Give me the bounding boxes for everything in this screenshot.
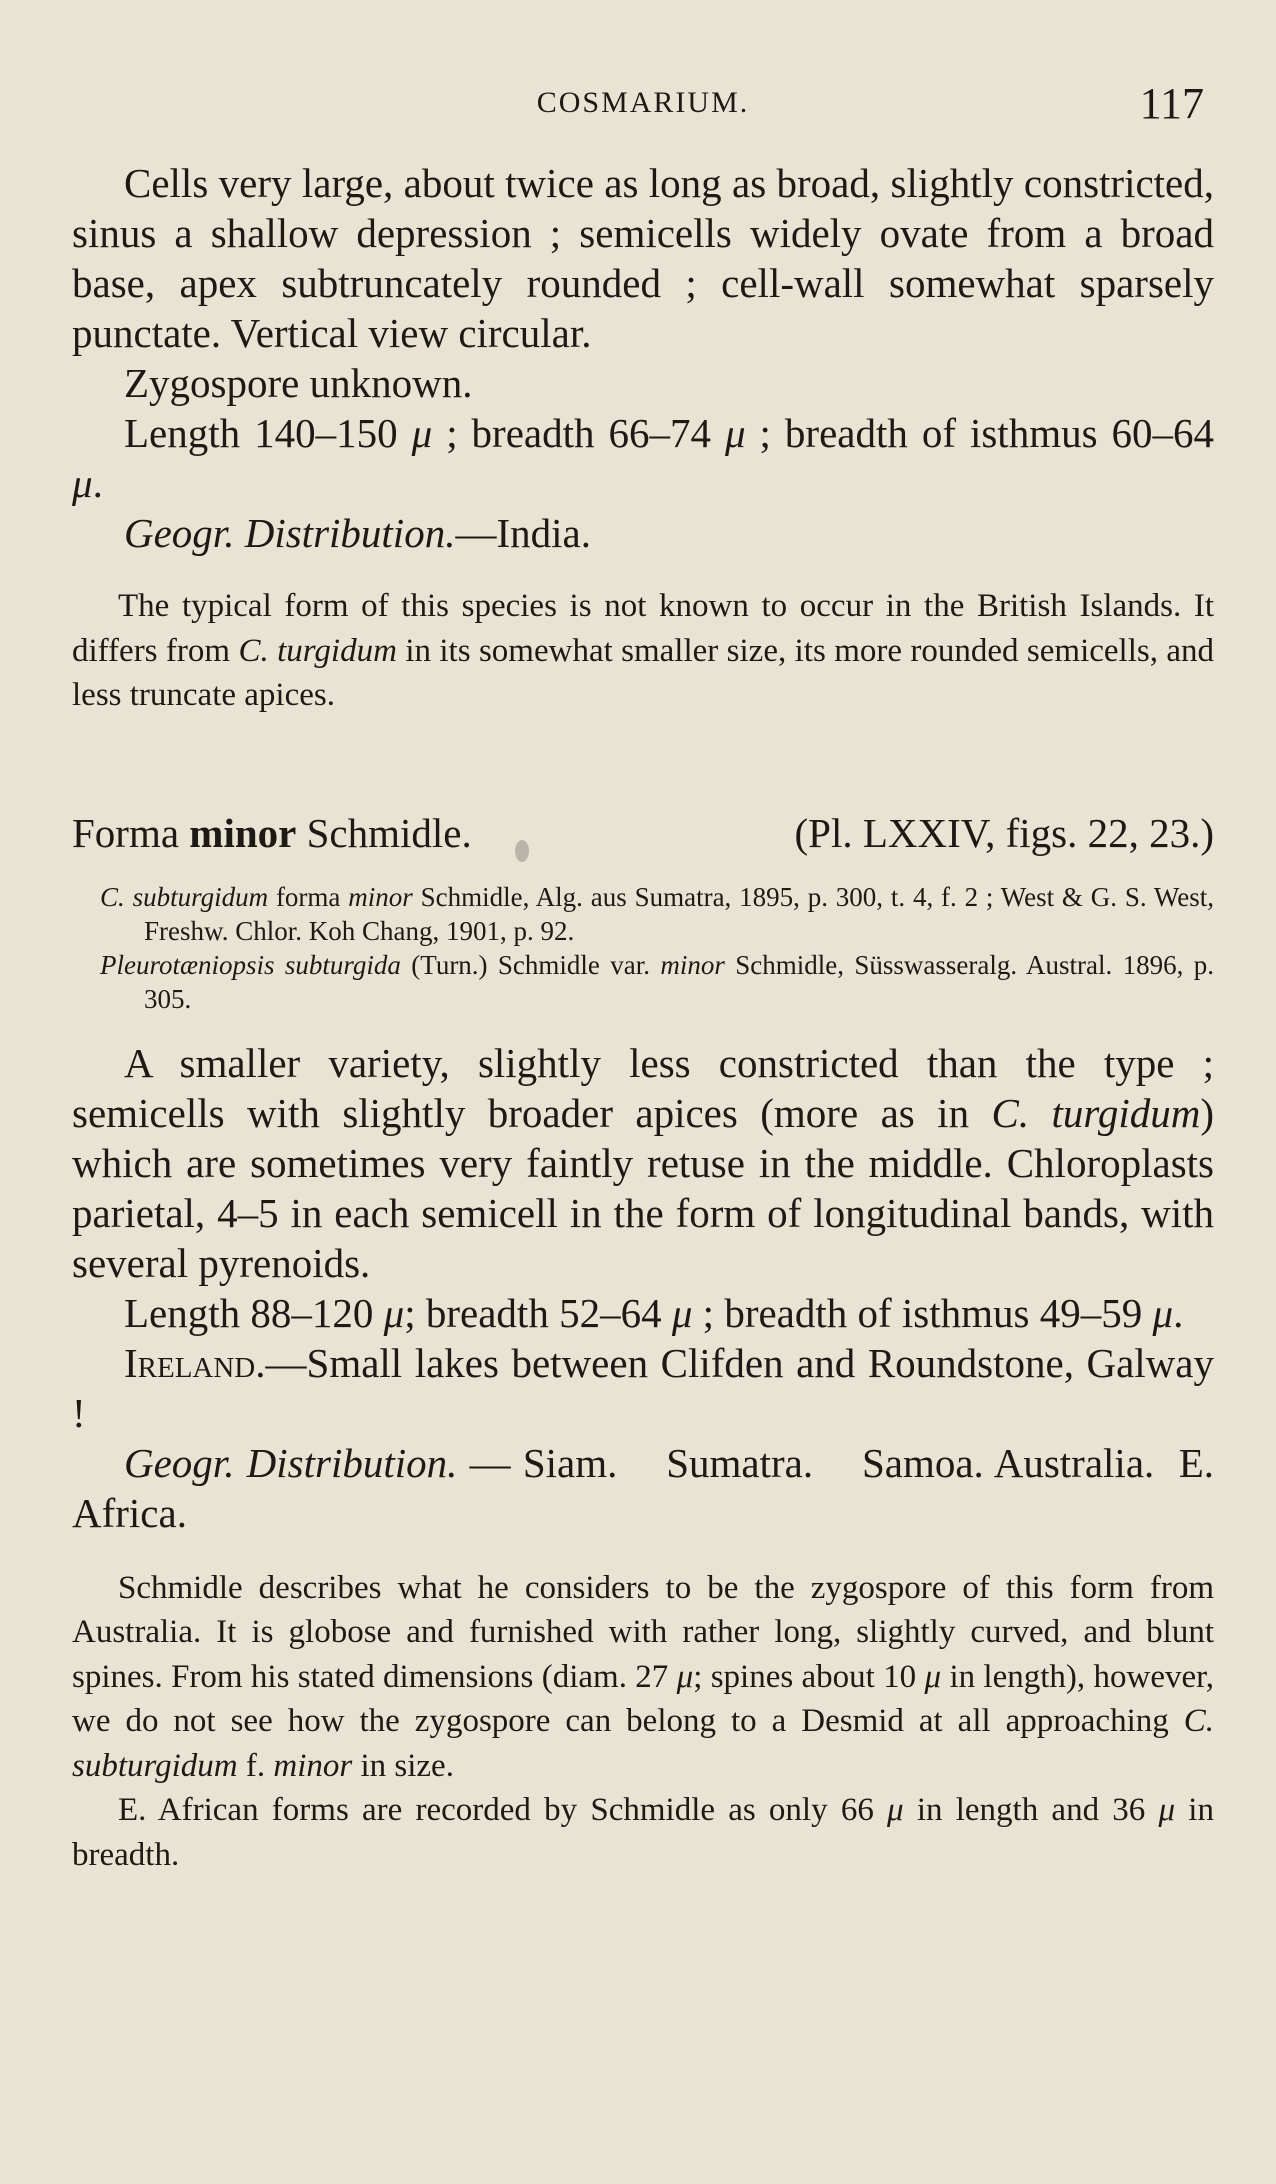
page-number: 117 (1139, 79, 1204, 128)
african-forms-note: E. African forms are recorded by Schmidle as only 66 μ in length and 36 μ in breadth. (72, 1792, 1214, 1873)
forma-heading: Forma minor Schmidle. (Pl. LXXIV, figs. 22, 23.) (72, 809, 1214, 856)
running-title: COSMARIUM. (536, 86, 750, 119)
forma-dimensions-line: Length 88–120 μ; breadth 52–64 μ ; breadth of isthmus 49–59 μ. (124, 1289, 1184, 1336)
forma-distribution-line: Geogr. Distribution. — Siam. Sumatra. Samoa. Australia. E. Africa. (72, 1439, 1222, 1536)
zygospore-note: Schmidle describes what he considers to be the zygospore of this form from Australia. It is globose and furnished with rather long, slightly curved, and blunt spines. From his stated dimensions (diam. 27 μ; spines about 10 μ in length), however, we do not see how the zygospore can belong to a Desmid at all approaching C. subturgidum f. minor in size. (72, 1569, 1215, 1784)
synonym-entry: C. subturgidum forma minor Schmidle, Alg. aus Sumatra, 1895, p. 300, t. 4, f. 2 ; West & G. S. West, Freshw. Chlor. Koh Chang, 1901, p. 92. (100, 881, 1215, 946)
dimensions-line: Length 140–150 μ ; breadth 66–74 μ ; breadth of isthmus 60–64 μ. (72, 410, 1215, 506)
ireland-locality: Ireland.—Small lakes between Clifden and Roundstone, Galway ! (72, 1339, 1214, 1436)
species-description: Cells very large, about twice as long as broad, slightly constricted, sinus a shallow depression ; semicells widely ovate from a broad base, apex subtruncately rounded ; cell-wall somewhat sparsely punctate. Vertical view circular. (72, 160, 1214, 356)
running-head (72, 78, 1214, 138)
paper-stain (515, 840, 529, 862)
zygospore-line: Zygospore unknown. (124, 360, 473, 406)
synonym-entry: Pleurotæniopsis subturgida (Turn.) Schmidle var. minor Schmidle, Süsswasseralg. Austral. 1896, p. 305. (100, 949, 1214, 1014)
species-note: The typical form of this species is not known to occur in the British Islands. It differs from C. turgidum in its somewhat smaller size, its more rounded semicells, and less truncate apices. (72, 588, 1215, 713)
forma-description: A smaller variety, slightly less constricted than the type ; semicells with slightly broader apices (more as in C. turgidum) which are sometimes very faintly retuse in the middle. Chloroplasts parietal, 4–5 in each semicell in the form of longitudinal bands, with several pyrenoids. (72, 1039, 1215, 1286)
distribution-line: Geogr. Distribution.—India. (124, 510, 591, 556)
plate-reference: (Pl. LXXIV, figs. 22, 23.) (794, 809, 1214, 856)
